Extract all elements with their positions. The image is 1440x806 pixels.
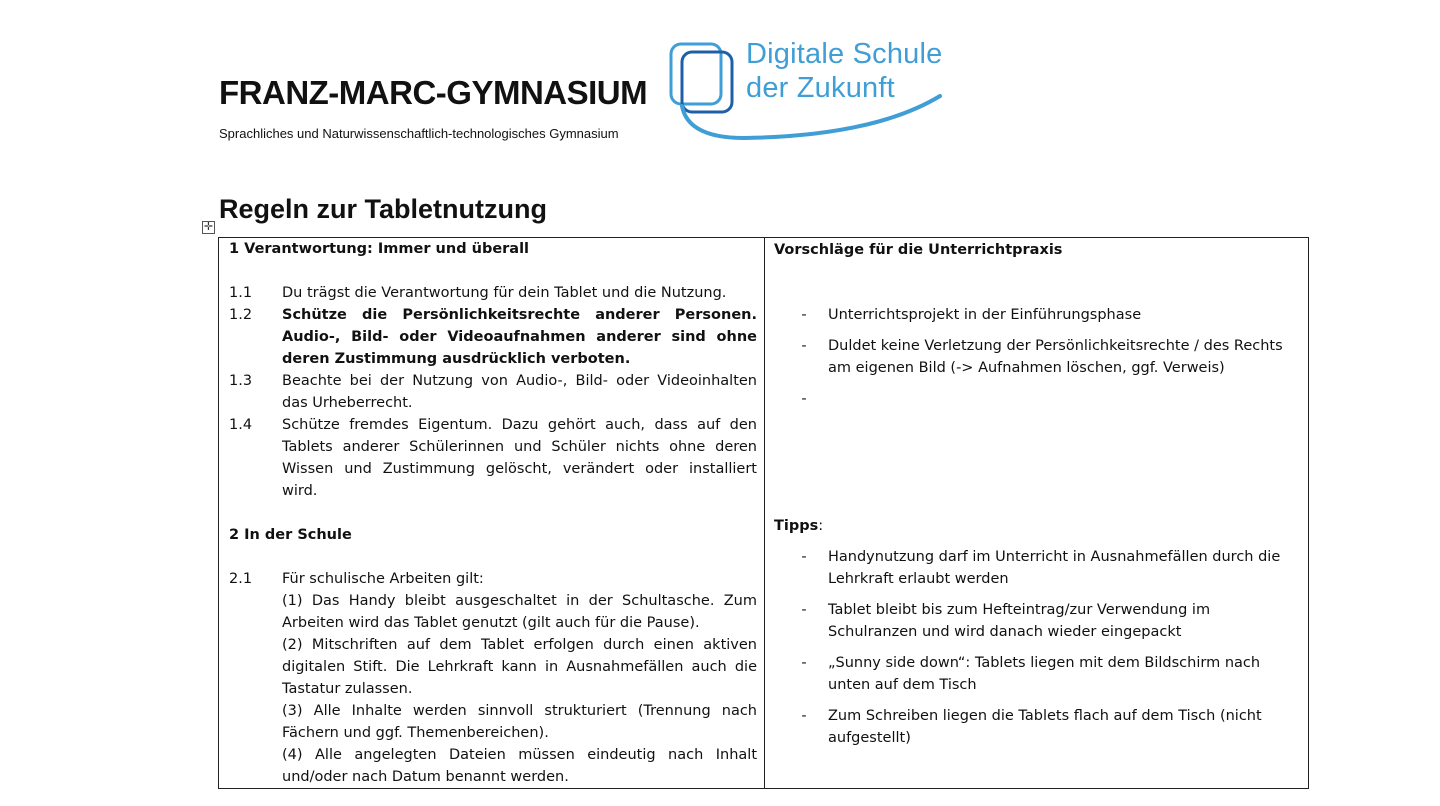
bullet-dash: - [801, 602, 807, 618]
tip-item [774, 652, 1298, 696]
suggestion-item [774, 335, 1298, 379]
rule-number: 1.1 [229, 285, 253, 301]
tips-heading-colon: : [818, 518, 824, 534]
rule-sub-item: (4) Alle angelegten Dateien müssen eindeutig nach Inhalt und/oder nach Datum benannt werden. [282, 747, 757, 785]
tip-item [774, 546, 1298, 590]
rule-item [229, 568, 757, 788]
school-name: FRANZ-MARC-GYMNASIUM [219, 74, 648, 111]
section-heading: 1 Verantwortung: Immer und überall [229, 241, 530, 257]
document-title: Regeln zur Tabletnutzung [219, 194, 547, 224]
rule-text: Schütze die Persönlichkeitsrechte anderer Personen. Audio-, Bild- oder Videoaufnahmen anderer sind ohne deren Zustimmung ausdrücklich verboten. [282, 307, 757, 367]
suggestion-text: Unterrichtsprojekt in der Einführungsphase [828, 307, 1142, 323]
rules-column [219, 238, 765, 789]
suggestion-text: Duldet keine Verletzung der Persönlichkeitsrechte / des Rechts am eigenen Bild (-> Aufnahmen löschen, ggf. Verweis) [828, 338, 1283, 376]
rule-body [282, 568, 757, 788]
tip-text: Handynutzung darf im Unterricht in Ausnahmefällen durch die Lehrkraft erlaubt werden [828, 549, 1281, 587]
tips-heading [774, 515, 1298, 537]
suggestion-item [774, 388, 1298, 410]
suggestion-item [774, 304, 1298, 326]
suggestions-column [765, 238, 1309, 789]
move-handle-icon[interactable]: ✛ [203, 221, 214, 233]
digitale-schule-logo [664, 36, 954, 144]
rule-item [229, 282, 757, 304]
rule-sub-item: (3) Alle Inhalte werden sinnvoll strukturiert (Trennung nach Fächern und ggf. Themenbereichen). [282, 703, 757, 741]
bullet-dash: - [801, 549, 807, 565]
rule-number: 1.3 [229, 373, 253, 389]
rule-sub-item: (2) Mitschriften auf dem Tablet erfolgen durch einen aktiven digitalen Stift. Die Lehrkraft kann in Ausnahmefällen auch die Tastatur zulassen. [282, 637, 757, 697]
rule-number: 1.4 [229, 417, 253, 433]
rule-number: 1.2 [229, 307, 253, 323]
tip-item [774, 599, 1298, 643]
bullet-dash: - [801, 708, 807, 724]
rule-item [229, 414, 757, 502]
rule-number: 2.1 [229, 571, 253, 587]
rule-text: Für schulische Arbeiten gilt: [282, 571, 484, 587]
rules-table [218, 237, 1309, 789]
rule-sub-item: (1) Das Handy bleibt ausgeschaltet in der Schultasche. Zum Arbeiten wird das Tablet genutzt (gilt auch für die Pause). [282, 593, 757, 631]
tip-item [774, 705, 1298, 749]
tips-heading-label: Tipps [774, 518, 819, 534]
bullet-dash: - [801, 391, 807, 407]
logo-text-line2: der Zukunft [746, 72, 895, 104]
tip-text: Zum Schreiben liegen die Tablets flach auf dem Tisch (nicht aufgestellt) [828, 708, 1262, 746]
bullet-dash: - [801, 307, 807, 323]
school-subtitle: Sprachliches und Naturwissenschaftlich-technologisches Gymnasium [219, 126, 619, 141]
rule-item [229, 370, 757, 414]
suggestions-heading: Vorschläge für die Unterrichtpraxis [774, 242, 1063, 258]
rule-text: Du trägst die Verantwortung für dein Tablet und die Nutzung. [282, 285, 727, 301]
bullet-dash: - [801, 655, 807, 671]
suggestion-text [828, 388, 1298, 410]
bullet-dash: - [801, 338, 807, 354]
section-heading: 2 In der Schule [229, 527, 352, 543]
tip-text: „Sunny side down“: Tablets liegen mit dem Bildschirm nach unten auf dem Tisch [828, 655, 1261, 693]
rule-item [229, 304, 757, 370]
rule-text: Schütze fremdes Eigentum. Dazu gehört auch, dass auf den Tablets anderer Schülerinnen und Schüler nichts ohne deren Wissen und Zustimmung gelöscht, verändert oder installiert wird. [282, 417, 757, 499]
tip-text: Tablet bleibt bis zum Hefteintrag/zur Verwendung im Schulranzen und wird danach wieder eingepackt [828, 602, 1211, 640]
rule-text: Beachte bei der Nutzung von Audio-, Bild- oder Videoinhalten das Urheberrecht. [282, 373, 757, 411]
logo-text-line1: Digitale Schule [746, 38, 943, 70]
